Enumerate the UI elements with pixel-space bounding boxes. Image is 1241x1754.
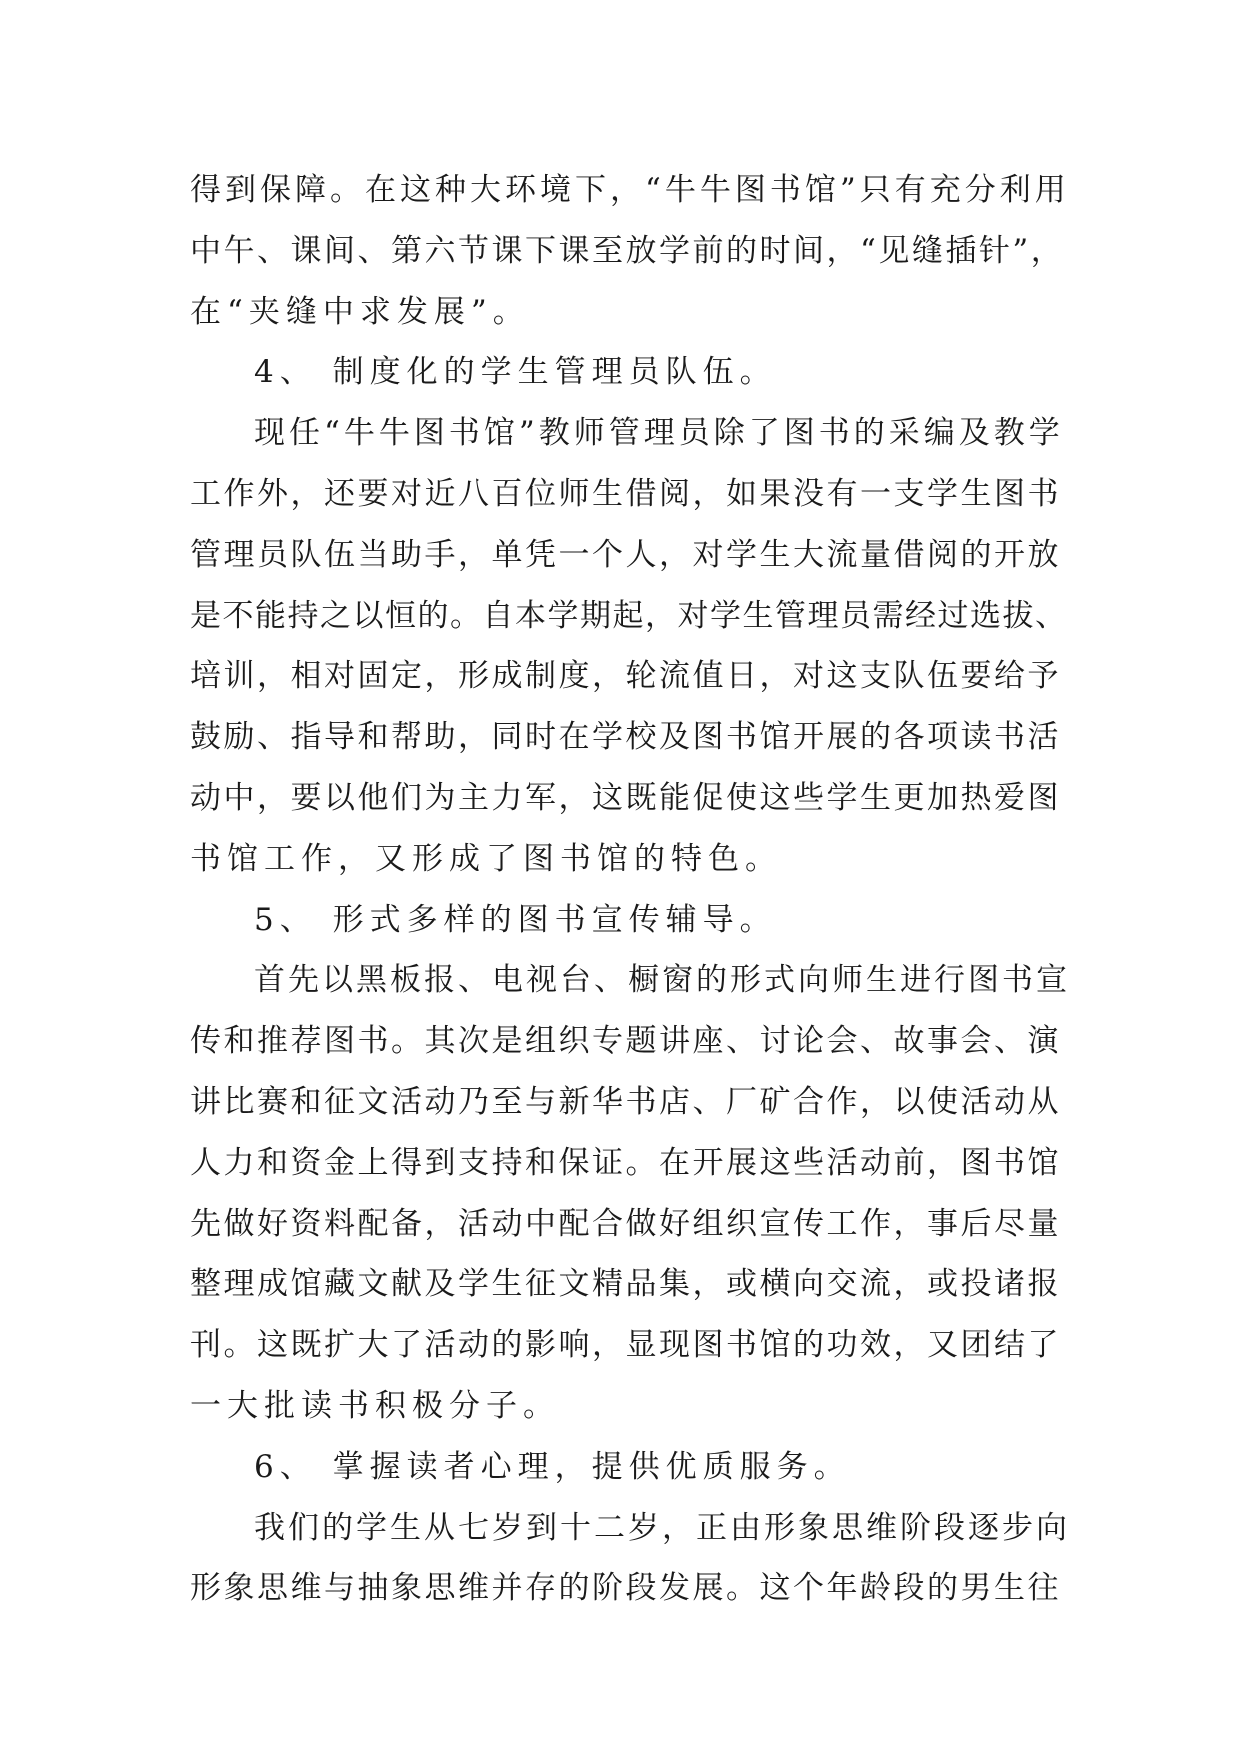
text-line: 管理员队伍当助手，单凭一个人，对学生大流量借阅的开放 (190, 536, 1061, 573)
text-line: 首先以黑板报、电视台、橱窗的形式向师生进行图书宣 (254, 962, 1070, 999)
text-line: 鼓励、指导和帮助，同时在学校及图书馆开展的各项读书活 (190, 719, 1061, 756)
text-line: 中午、课间、第六节课下课至放学前的时间，“见缝插针”， (190, 232, 1065, 269)
section-heading: 4、 制度化的学生管理员队伍。 (254, 354, 777, 391)
section-heading: 5、 形式多样的图书宣传辅导。 (254, 901, 777, 938)
text-line: 培训，相对固定，形成制度，轮流值日，对这支队伍要给予 (190, 658, 1061, 695)
text-line: 得到保障。在这种大环境下，“牛牛图书馆”只有充分利用 (190, 172, 1070, 208)
text-line: 是不能持之以恒的。自本学期起，对学生管理员需经过选拔、 (190, 597, 1068, 634)
text-line: 传和推荐图书。其次是组织专题讲座、讨论会、故事会、演 (190, 1023, 1061, 1060)
text-line: 刊。这既扩大了活动的影响，显现图书馆的功效，又团结了 (190, 1327, 1061, 1364)
text-line: 我们的学生从七岁到十二岁，正由形象思维阶段逐步向 (254, 1509, 1070, 1546)
text-line: 人力和资金上得到支持和保证。在开展这些活动前，图书馆 (190, 1144, 1061, 1181)
text-line: 动中，要以他们为主力军，这既能促使这些学生更加热爱图 (190, 779, 1061, 816)
text-line: 形象思维与抽象思维并存的阶段发展。这个年龄段的男生往 (190, 1570, 1061, 1607)
document-body (190, 160, 1070, 1619)
section-heading: 6、 掌握读者心理，提供优质服务。 (254, 1448, 851, 1485)
text-line: 现任“牛牛图书馆”教师管理员除了图书的采编及教学 (254, 415, 1064, 452)
text-line: 先做好资料配备，活动中配合做好组织宣传工作，事后尽量 (190, 1205, 1061, 1242)
text-line: 讲比赛和征文活动乃至与新华书店、厂矿合作，以使活动从 (190, 1083, 1061, 1120)
text-line: 工作外，还要对近八百位师生借阅，如果没有一支学生图书 (190, 475, 1061, 512)
text-line: 一大批读书积极分子。 (190, 1387, 560, 1424)
text-line: 在“夹缝中求发展”。 (190, 293, 530, 330)
text-line: 书馆工作，又形成了图书馆的特色。 (190, 840, 782, 877)
text-line: 整理成馆藏文献及学生征文精品集，或横向交流，或投诸报 (190, 1266, 1061, 1303)
